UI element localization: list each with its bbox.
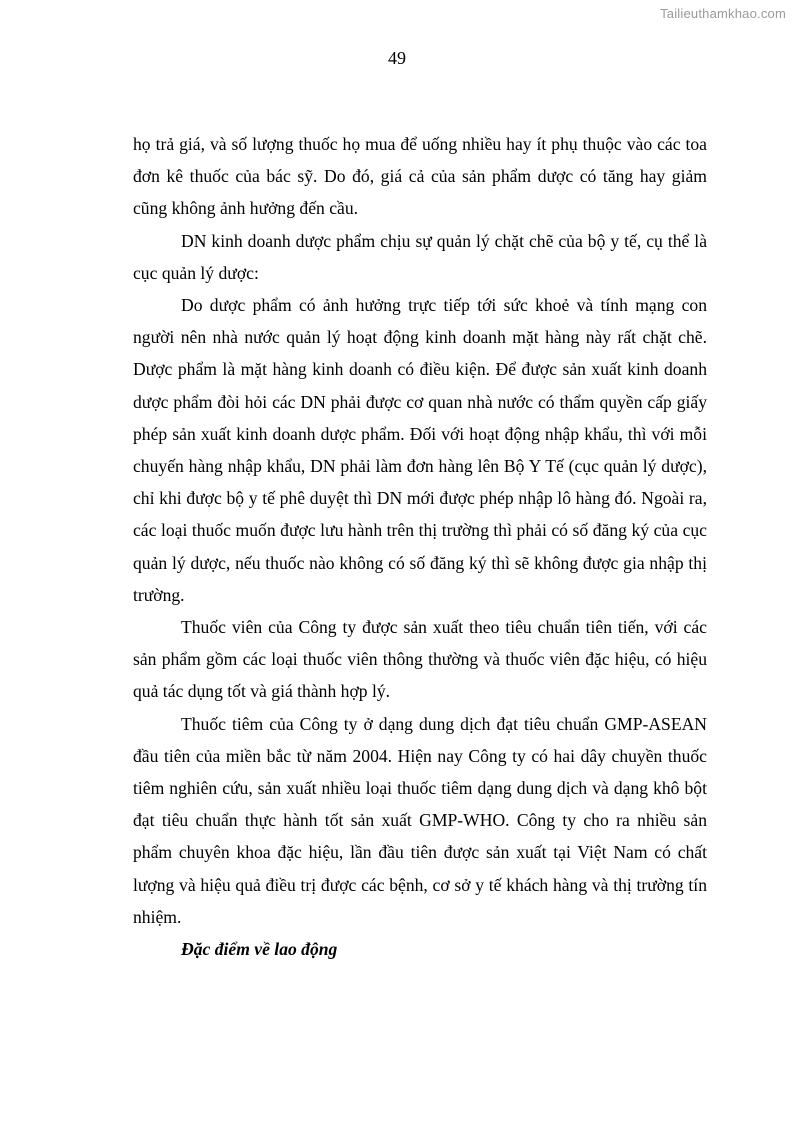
body-text xyxy=(133,128,707,965)
section-heading: Đặc điểm về lao động xyxy=(181,939,338,960)
paragraph-continuation: họ trả giá, và số lượng thuốc họ mua để uống nhiều hay ít phụ thuộc vào các toa đơn kê thuốc của bác sỹ. Do đó, giá cả của sản phẩm dược có tăng hay giảm cũng không ảnh hưởng đến cầu. xyxy=(133,134,707,219)
paragraph-regulation-detail: Do dược phẩm có ảnh hưởng trực tiếp tới sức khoẻ và tính mạng con người nên nhà nước quản lý hoạt động kinh doanh mặt hàng này rất chặt chẽ. Dược phẩm là mặt hàng kinh doanh có điều kiện. Để được sản xuất kinh doanh dược phẩm đòi hỏi các DN phải được cơ quan nhà nước có thẩm quyền cấp giấy phép sản xuất kinh doanh dược phẩm. Đối với hoạt động nhập khẩu, thì với mỗi chuyến hàng nhập khẩu, DN phải làm đơn hàng lên Bộ Y Tế (cục quản lý dược), chỉ khi được bộ y tế phê duyệt thì DN mới được phép nhập lô hàng đó. Ngoài ra, các loại thuốc muốn được lưu hành trên thị trường thì phải có số đăng ký của cục quản lý dược, nếu thuốc nào không có số đăng ký thì sẽ không được gia nhập thị trường. xyxy=(133,295,707,605)
paragraph-regulation-intro: DN kinh doanh dược phẩm chịu sự quản lý chặt chẽ của bộ y tế, cụ thể là cục quản lý dược: xyxy=(133,230,707,283)
paragraph-tablets: Thuốc viên của Công ty được sản xuất theo tiêu chuẩn tiên tiến, với các sản phẩm gồm các loại thuốc viên thông thường và thuốc viên đặc hiệu, có hiệu quả tác dụng tốt và giá thành hợp lý. xyxy=(133,617,707,702)
watermark: Tailieuthamkhao.com xyxy=(660,6,786,21)
paragraph-injections: Thuốc tiêm của Công ty ở dạng dung dịch đạt tiêu chuẩn GMP-ASEAN đầu tiên của miền bắc từ năm 2004. Hiện nay Công ty có hai dây chuyền thuốc tiêm nghiên cứu, sản xuất nhiều loại thuốc tiêm dạng dung dịch và dạng khô bột đạt tiêu chuẩn thực hành tốt sản xuất GMP-WHO. Công ty cho ra nhiều sản phẩm chuyên khoa đặc hiệu, lần đầu tiên được sản xuất tại Việt Nam có chất lượng và hiệu quả điều trị được các bệnh, cơ sở y tế khách hàng và thị trường tín nhiệm. xyxy=(133,713,707,927)
page-number: 49 xyxy=(388,48,406,68)
